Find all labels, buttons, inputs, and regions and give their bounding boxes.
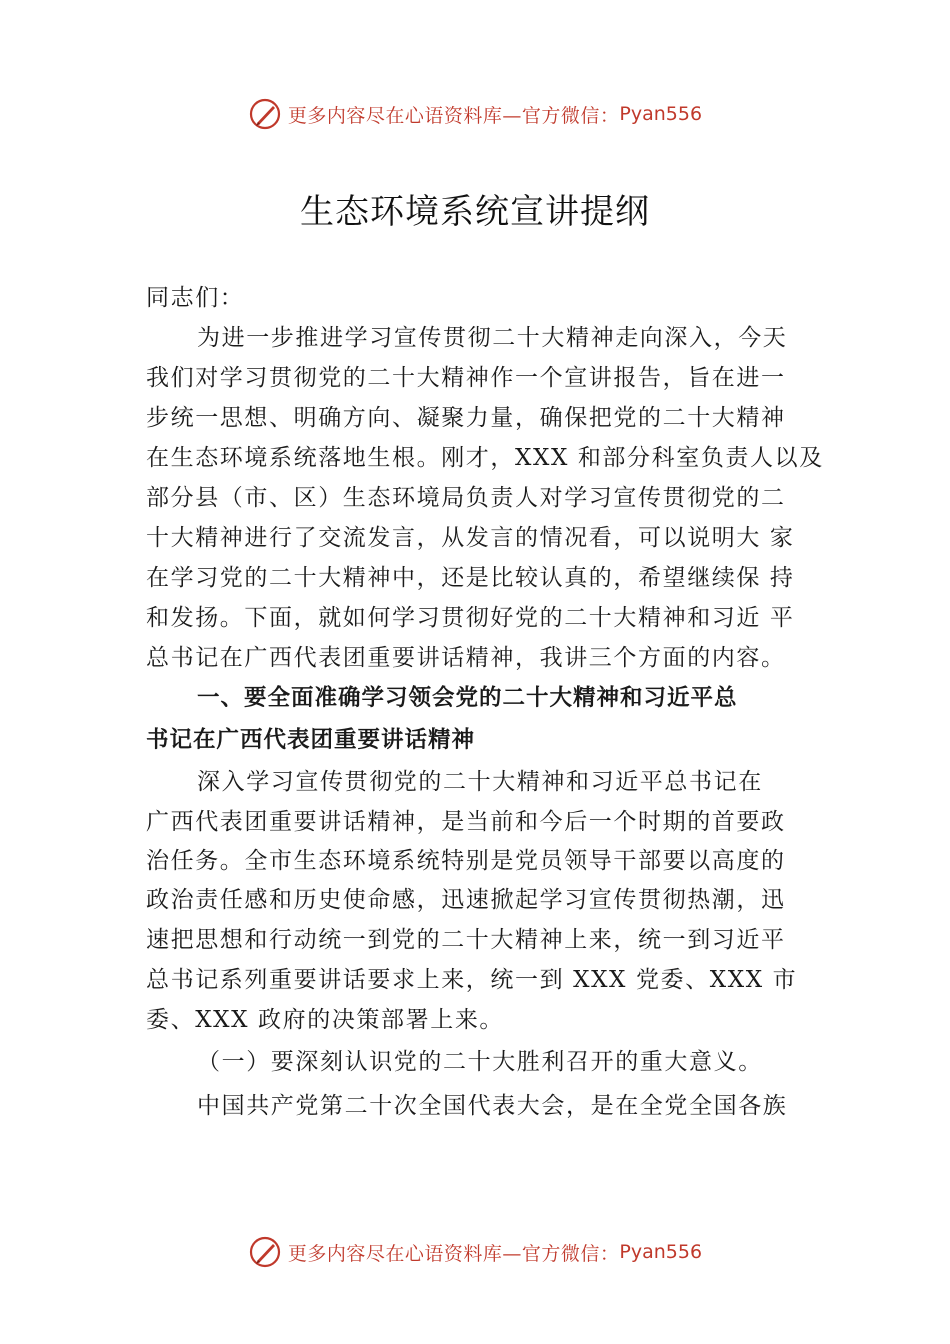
body-line: 我们对学习贯彻党的二十大精神作一个宣讲报告，旨在进一 xyxy=(146,365,786,391)
body-line: 同志们： xyxy=(146,285,245,311)
watermark-text: 更多内容尽在心语资料库—官方微信： xyxy=(287,104,620,127)
section-heading: 书记在广西代表团重要讲话精神 xyxy=(146,727,476,753)
body-line: 深入学习宣传贯彻党的二十大精神和习近平总书记在 xyxy=(197,769,763,795)
body-line: 在生态环境系统落地生根。刚才，XXX 和部分科室负责人以及 xyxy=(146,445,824,471)
body-line: 广西代表团重要讲话精神，是当前和今后一个时期的首要政 xyxy=(146,809,786,835)
body-line: 治任务。全市生态环境系统特别是党员领导干部要以高度的 xyxy=(146,848,786,874)
body-line: 在学习党的二十大精神中，还是比较认真的，希望继续保 持 xyxy=(146,565,795,591)
body-line: 部分县（市、区）生态环境局负责人对学习宣传贯彻党的二 xyxy=(146,485,786,511)
body-line: 政治责任感和历史使命感，迅速掀起学习宣传贯彻热潮，迅 xyxy=(146,887,786,913)
watermark-wechat-id: Pyan556 xyxy=(619,103,703,125)
body-line: 委、XXX 政府的决策部署上来。 xyxy=(146,1007,505,1033)
body-line: 速把思想和行动统一到党的二十大精神上来，统一到习近平 xyxy=(146,927,786,953)
body-line: 中国共产党第二十次全国代表大会，是在全党全国各族 xyxy=(197,1093,788,1119)
body-line: 和发扬。下面，就如何学习贯彻好党的二十大精神和习近 平 xyxy=(146,605,795,631)
pen-logo-icon xyxy=(248,1235,282,1269)
section-heading: 一、要全面准确学习领会党的二十大精神和习近平总 xyxy=(197,685,738,711)
pen-logo-icon xyxy=(248,97,282,131)
watermark-text: 更多内容尽在心语资料库—官方微信： xyxy=(287,1242,620,1265)
body-line: 总书记在广西代表团重要讲话精神，我讲三个方面的内容。 xyxy=(146,645,786,671)
subsection-heading: （一）要深刻认识党的二十大胜利召开的重大意义。 xyxy=(197,1049,763,1075)
watermark-footer xyxy=(0,1232,950,1272)
watermark-header xyxy=(0,94,950,134)
body-line: 步统一思想、明确方向、凝聚力量，确保把党的二十大精神 xyxy=(146,405,786,431)
watermark-wechat-id: Pyan556 xyxy=(619,1241,703,1263)
body-line: 为进一步推进学习宣传贯彻二十大精神走向深入，今天 xyxy=(197,325,788,351)
body-line: 十大精神进行了交流发言，从发言的情况看，可以说明大 家 xyxy=(146,525,795,551)
document-title: 生态环境系统宣讲提纲 xyxy=(300,192,650,232)
body-line: 总书记系列重要讲话要求上来，统一到 XXX 党委、XXX 市 xyxy=(146,967,798,993)
